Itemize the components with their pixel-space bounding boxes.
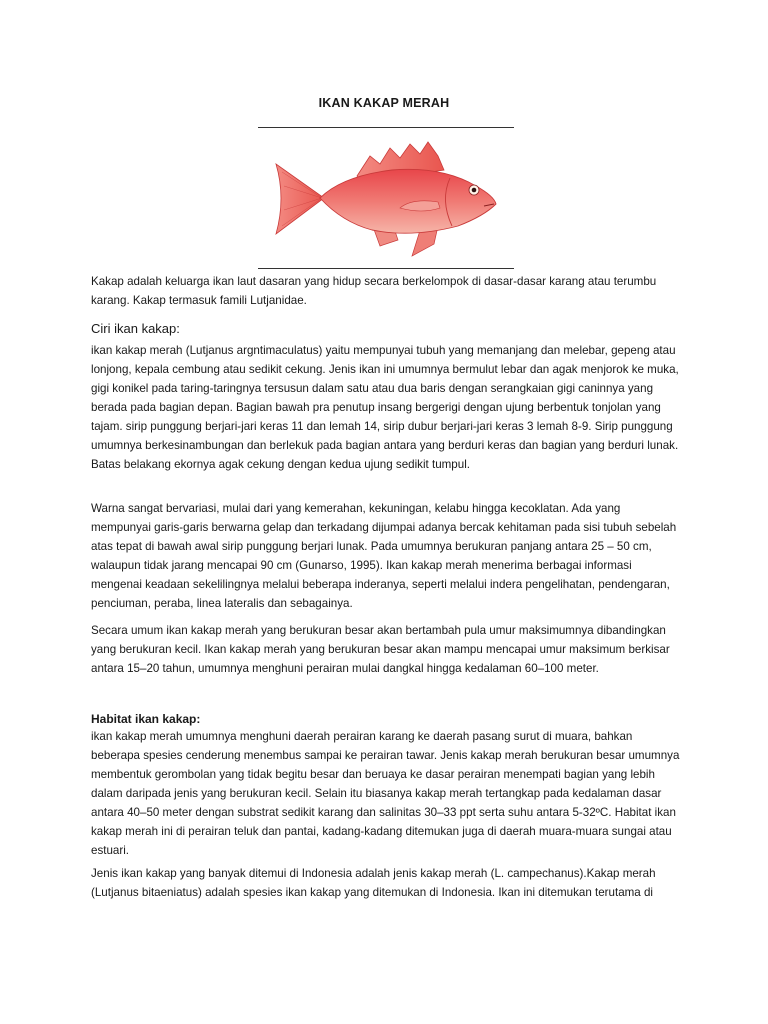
paragraph-ciri-3: Secara umum ikan kakap merah yang berukuran besar akan bertambah pula umur maksimumnya dibandingkan yang berukuran kecil. Ikan kakap merah yang berukuran besar akan mampu mencapai umur maksimum berkisar antara 15–20 tahun, umumnya menghuni perairan mulai dangkal hingga kedalaman 60–100 meter. [91,624,670,675]
paragraph-ciri-2: Warna sangat bervariasi, mulai dari yang kemerahan, kekuningan, kelabu hingga kecoklatan. Ada yang mempunyai garis-garis berwarna gelap dan terkadang dijumpai adanya bercak kehitaman pada sisi tubuh sebelah atas tepat di bawah awal sirip punggung berjari lunak. Pada umumnya berukuran panjang antara 25 – 50 cm, walaupun tidak jarang mencapai 90 cm (Gunarso, 1995). Ikan kakap merah menerima berbagai informasi mengenai keadaan sekelilingnya melalui beberapa inderanya, seperti melalui indera pengelihatan, pendengaran, penciuman, peraba, linea lateralis dan sebagainya. [91,502,677,610]
section-heading-ciri: Ciri ikan kakap: [91,321,180,336]
document-title: IKAN KAKAP MERAH [318,96,450,110]
red-snapper-illustration [262,134,502,262]
title-divider-bottom [258,268,514,269]
title-divider-top [258,127,514,128]
section-heading-habitat: Habitat ikan kakap: [91,712,201,726]
intro-paragraph: Kakap adalah keluarga ikan laut dasaran yang hidup secara berkelompok di dasar-dasar karang atau terumbu karang. Kakap termasuk famili Lutjanidae. [91,275,657,307]
paragraph-ciri-1: ikan kakap merah (Lutjanus argntimaculatus) yaitu mempunyai tubuh yang memanjang dan melebar, gepeng atau lonjong, kepala cembung atau sedikit cekung. Jenis ikan ini umumnya bermulut lebar dan agak menjorok ke muka, gigi konikel pada taring-taringnya tersusun dalam satu atau dua baris dengan serangkaian gigi caninnya yang berada pada bagian depan. Bagian bawah pra penutup insang bergerigi dengan ujung berbentuk tonjolan yang tajam. sirip punggung berjari-jari keras 11 dan lemah 14, sirip dubur berjari-jari keras 3 lemah 8-9. Sirip punggung umumnya berkesinambungan dan berlekuk pada bagian antara yang berduri keras dan bagian yang berduri lunak. Batas belakang ekornya agak cekung dengan kedua ujung sedikit tumpul. [91,344,679,471]
paragraph-habitat-1: ikan kakap merah umumnya menghuni daerah perairan karang ke daerah pasang surut di muara, bahkan beberapa spesies cenderung menembus sampai ke perairan tawar. Jenis kakap merah berukuran besar umumnya membentuk gerombolan yang tidak begitu besar dan beruaya ke dasar perairan menempati bagian yang lebih dalam daripada jenis yang berukuran kecil. Selain itu biasanya kakap merah tertangkap pada kedalaman dasar antara 40–50 meter dengan substrat sedikit karang dan salinitas 30–33 ppt serta suhu antara 5-32ºC. Habitat ikan kakap merah ini di perairan teluk dan pantai, kadang-kadang ditemukan juga di daerah muara-muara sungai atau estuari. [91,730,680,857]
paragraph-habitat-2: Jenis ikan kakap yang banyak ditemui di Indonesia adalah jenis kakap merah (L. campechanus).Kakap merah (Lutjanus bitaeniatus) adalah spesies ikan kakap yang ditemukan di Indonesia. Ikan ini ditemukan terutama di [91,867,656,899]
